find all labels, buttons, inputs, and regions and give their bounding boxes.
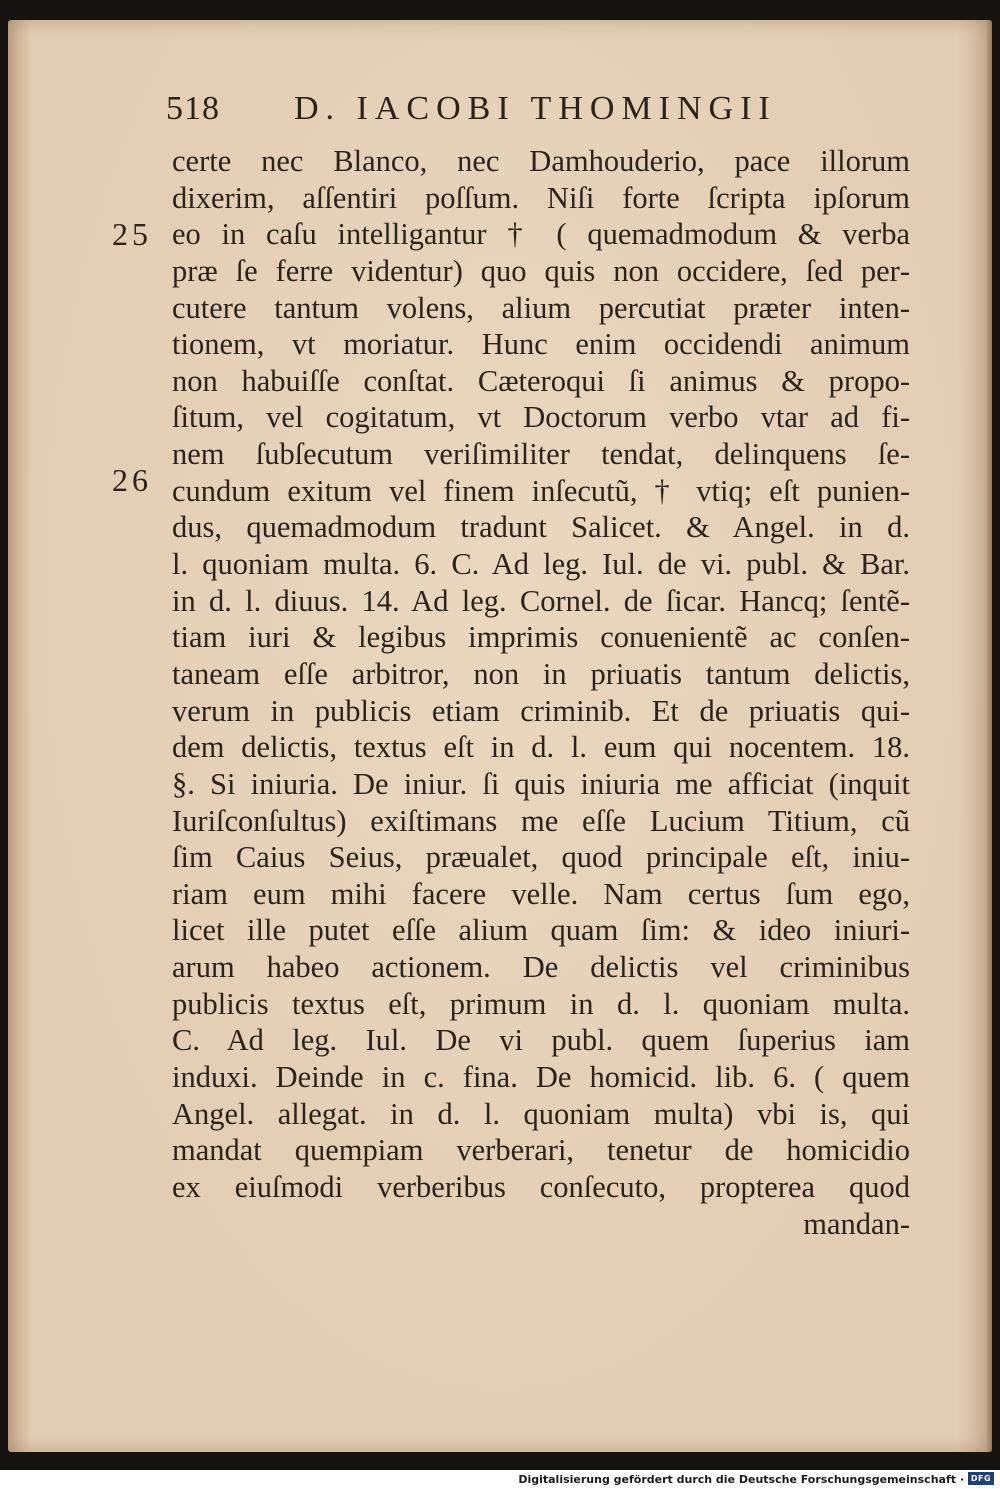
text-line: præ ſe ferre videntur) quo quis non occidere, ſed per‑ — [172, 253, 910, 288]
text-line: nem ſubſecutum veriſimiliter tendat, delinquens ſe‑ — [172, 437, 910, 472]
text-line: mandan‑ — [803, 1206, 910, 1241]
text-line: certe nec Blanco, nec Damhouderio, pace illorum — [172, 144, 910, 178]
text-line: ex eiuſmodi verberibus conſecuto, propterea quod — [172, 1169, 910, 1204]
text-line: publicis textus eſt, primum in d. l. quoniam multa. — [172, 986, 910, 1021]
margin-number: 26 — [112, 462, 152, 498]
text-line: C. Ad leg. Iul. De vi publ. quem ſuperius iam — [172, 1023, 910, 1058]
running-title: D. IACOBI THOMINGII — [294, 90, 777, 127]
dfg-logo: DFG — [968, 1472, 994, 1485]
text-line: cundum exitum vel finem inſecutũ, † vtiq; eſt punien‑ — [172, 473, 910, 508]
running-header — [166, 90, 866, 136]
text-line: §. Si iniuria. De iniur. ſi quis iniuria me afficiat (inquit — [172, 766, 910, 801]
text-line: Iuriſconſultus) exiſtimans me eſſe Lucium Titium, cũ — [172, 803, 910, 838]
text-line: taneam eſſe arbitror, non in priuatis tantum delictis, — [172, 656, 910, 691]
margin-number: 25 — [112, 216, 152, 252]
text-line: l. quoniam multa. 6. C. Ad leg. Iul. de vi. publ. & Bar. — [172, 547, 910, 582]
text-line: licet ille putet eſſe alium quam ſim: & ideo iniuri‑ — [172, 913, 910, 948]
text-line: ſitum, vel cogitatum, vt Doctorum verbo vtar ad fi‑ — [172, 400, 910, 435]
text-line: in d. l. diuus. 14. Ad leg. Cornel. de ſicar. Hancq; ſentẽ‑ — [172, 583, 910, 618]
text-line: non habuiſſe conſtat. Cæteroqui ſi animus & propo‑ — [172, 363, 910, 398]
text-line: ſim Caius Seius, præualet, quod principale eſt, iniu‑ — [172, 840, 910, 875]
page-number: 518 — [166, 90, 220, 127]
text-line: arum habeo actionem. De delictis vel criminibus — [172, 950, 910, 985]
text-line: induxi. Deinde in c. fina. De homicid. lib. 6. ( quem — [172, 1060, 910, 1095]
text-line: dus, quemadmodum tradunt Salicet. & Angel. in d. — [172, 510, 910, 545]
body-text — [172, 143, 910, 1242]
text-line: verum in publicis etiam criminib. Et de priuatis qui‑ — [172, 693, 910, 728]
text-line: tionem, vt moriatur. Hunc enim occidendi animum — [172, 327, 910, 362]
text-line: dem delictis, textus eſt in d. l. eum qui nocentem. 18. — [172, 730, 910, 765]
text-line: tiam iuri & legibus imprimis conuenientẽ ac conſen‑ — [172, 620, 910, 655]
text-line: dixerim, aſſentiri poſſum. Niſi forte ſcripta ipſorum — [172, 180, 910, 215]
text-line: riam eum mihi facere velle. Nam certus ſum ego, — [172, 876, 910, 911]
page-edge — [986, 20, 992, 1452]
text-line: eo in caſu intelligantur † ( quemadmodum & verba — [172, 217, 910, 252]
text-line: Angel. allegat. in d. l. quoniam multa) vbi is, qui — [172, 1096, 910, 1131]
text-line: mandat quempiam verberari, tenetur de homicidio — [172, 1133, 910, 1168]
text-line: cutere tantum volens, alium percutiat præter inten‑ — [172, 290, 910, 325]
digitization-credit: Digitalisierung gefördert durch die Deutsche Forschungsgemeinschaft · — [518, 1473, 964, 1486]
